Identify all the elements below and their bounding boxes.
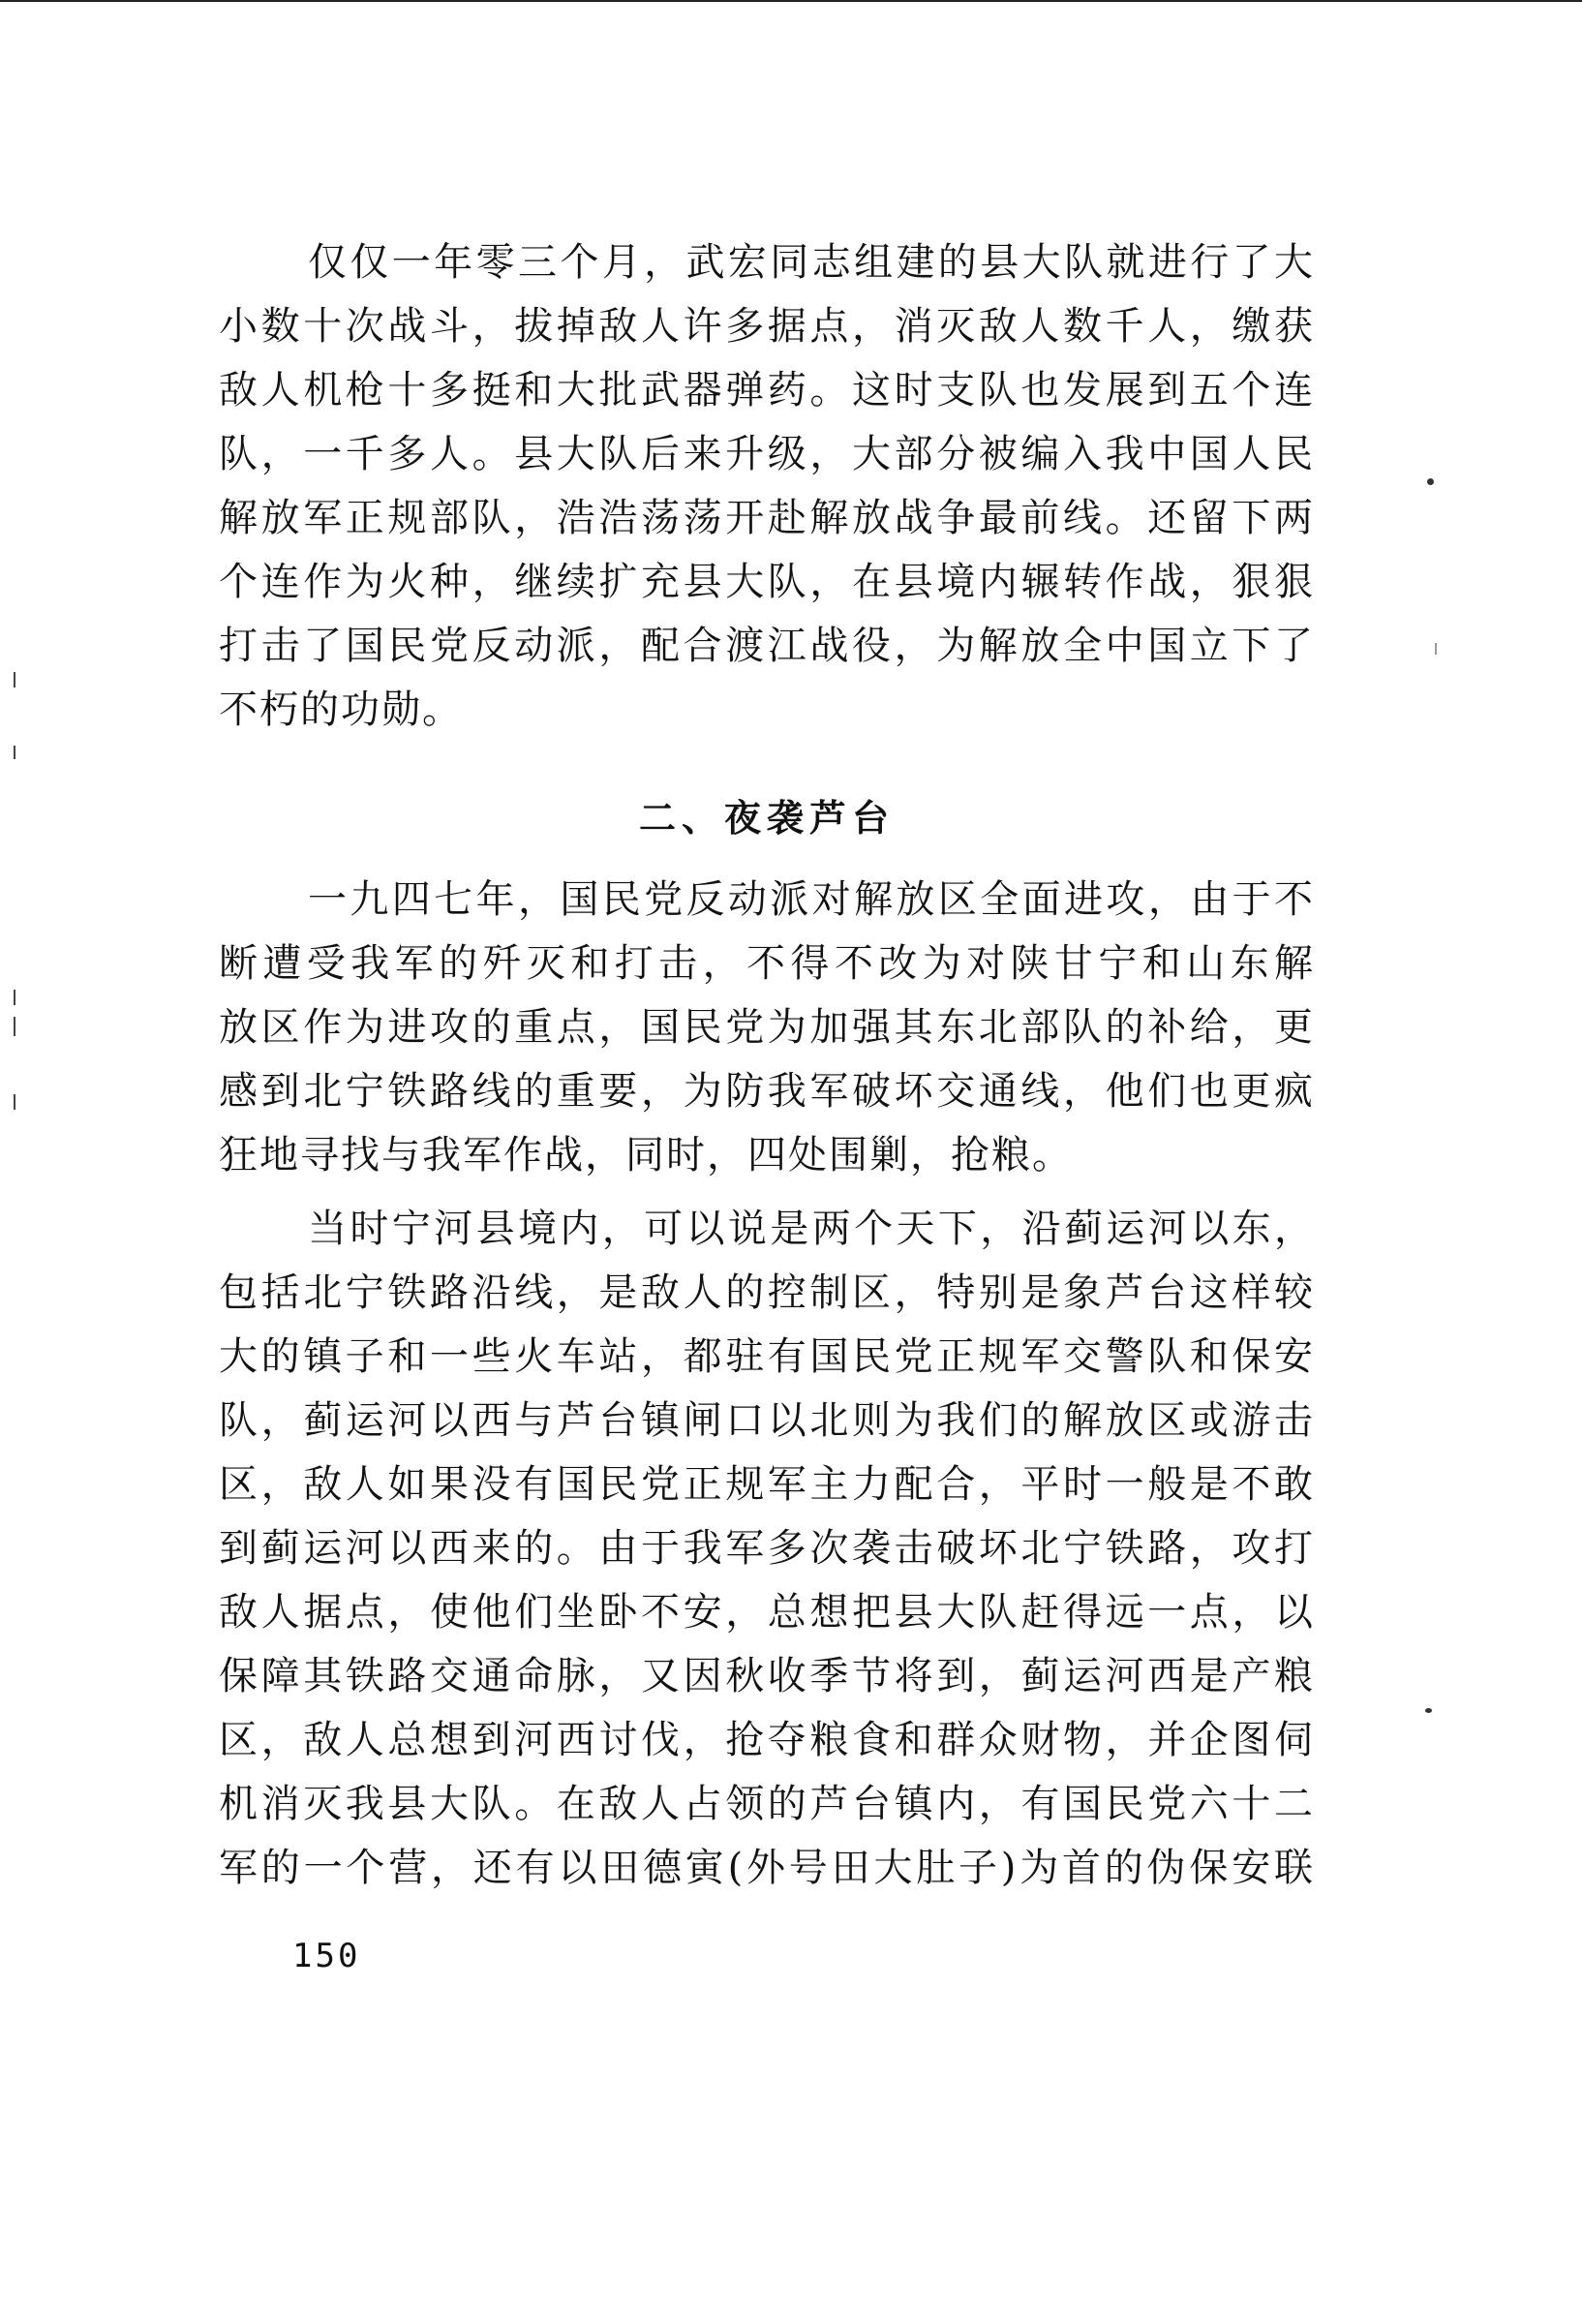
paragraph-line: 军的一个营，还有以田德寅(外号田大肚子)为首的伪保安联 xyxy=(219,1846,1315,1890)
scan-mark xyxy=(14,990,15,1005)
paragraph-line: 队，一千多人。县大队后来升级，大部分被编入我中国人民 xyxy=(219,432,1315,476)
scan-mark xyxy=(14,746,15,759)
paragraph-line: 断遭受我军的歼灭和打击，不得不改为对陕甘宁和山东解 xyxy=(219,941,1315,986)
paragraph-line: 敌人机枪十多挺和大批武器弹药。这时支队也发展到五个连 xyxy=(219,368,1315,413)
scan-mark xyxy=(14,672,15,688)
paragraph-line: 敌人据点，使他们坐卧不安，总想把县大队赶得远一点，以 xyxy=(219,1590,1315,1635)
paragraph-line: 打击了国民党反动派，配合渡江战役，为解放全中国立下了 xyxy=(219,624,1315,668)
paragraph-line: 个连作为火种，继续扩充县大队，在县境内辗转作战，狠狠 xyxy=(219,560,1315,604)
paragraph-2 xyxy=(219,868,1315,1187)
paragraph-line: 机消灭我县大队。在敌人占领的芦台镇内，有国民党六十二 xyxy=(219,1782,1315,1826)
paragraph-line: 大的镇子和一些火车站，都驻有国民党正规军交警队和保安 xyxy=(219,1334,1315,1379)
paragraph-line: 包括北宁铁路沿线，是敌人的控制区，特别是象芦台这样较 xyxy=(219,1270,1315,1315)
scan-mark xyxy=(14,1017,15,1036)
paragraph-line: 不朽的功勋。 xyxy=(219,688,463,732)
paragraph-1 xyxy=(219,230,1315,742)
paragraph-line: 队，蓟运河以西与芦台镇闸口以北则为我们的解放区或游击 xyxy=(219,1398,1315,1443)
paragraph-line: 到蓟运河以西来的。由于我军多次袭击破坏北宁铁路，攻打 xyxy=(219,1526,1315,1571)
paragraph-line: 狂地寻找与我军作战，同时，四处围剿，抢粮。 xyxy=(219,1133,1073,1177)
paragraph-line: 区，敌人总想到河西讨伐，抢夺粮食和群众财物，并企图伺 xyxy=(219,1718,1315,1762)
paragraph-line: 感到北宁铁路线的重要，为防我军破坏交通线，他们也更疯 xyxy=(219,1069,1315,1114)
paragraph-line: 当时宁河县境内，可以说是两个天下，沿蓟运河以东， xyxy=(308,1207,1315,1251)
scan-speck xyxy=(1425,1708,1432,1713)
scan-mark xyxy=(1435,643,1437,655)
paragraph-line: 区，敌人如果没有国民党正规军主力配合，平时一般是不敢 xyxy=(219,1462,1315,1507)
page-number: 150 xyxy=(292,1937,361,1975)
paragraph-line: 解放军正规部队，浩浩荡荡开赴解放战争最前线。还留下两 xyxy=(219,496,1315,540)
page-top-edge xyxy=(0,0,1582,2)
section-heading: 二、夜袭芦台 xyxy=(638,797,895,840)
paragraph-line: 放区作为进攻的重点，国民党为加强其东北部队的补给，更 xyxy=(219,1005,1315,1050)
paragraph-line: 保障其铁路交通命脉，又因秋收季节将到，蓟运河西是产粮 xyxy=(219,1654,1315,1698)
paragraph-line: 仅仅一年零三个月，武宏同志组建的县大队就进行了大 xyxy=(308,240,1315,285)
scan-mark xyxy=(14,1094,15,1110)
scan-speck xyxy=(1427,478,1434,485)
paragraph-line: 一九四七年，国民党反动派对解放区全面进攻，由于不 xyxy=(308,877,1315,922)
paragraph-3 xyxy=(219,1197,1315,1900)
paragraph-line: 小数十次战斗，拔掉敌人许多据点，消灭敌人数千人，缴获 xyxy=(219,304,1315,349)
